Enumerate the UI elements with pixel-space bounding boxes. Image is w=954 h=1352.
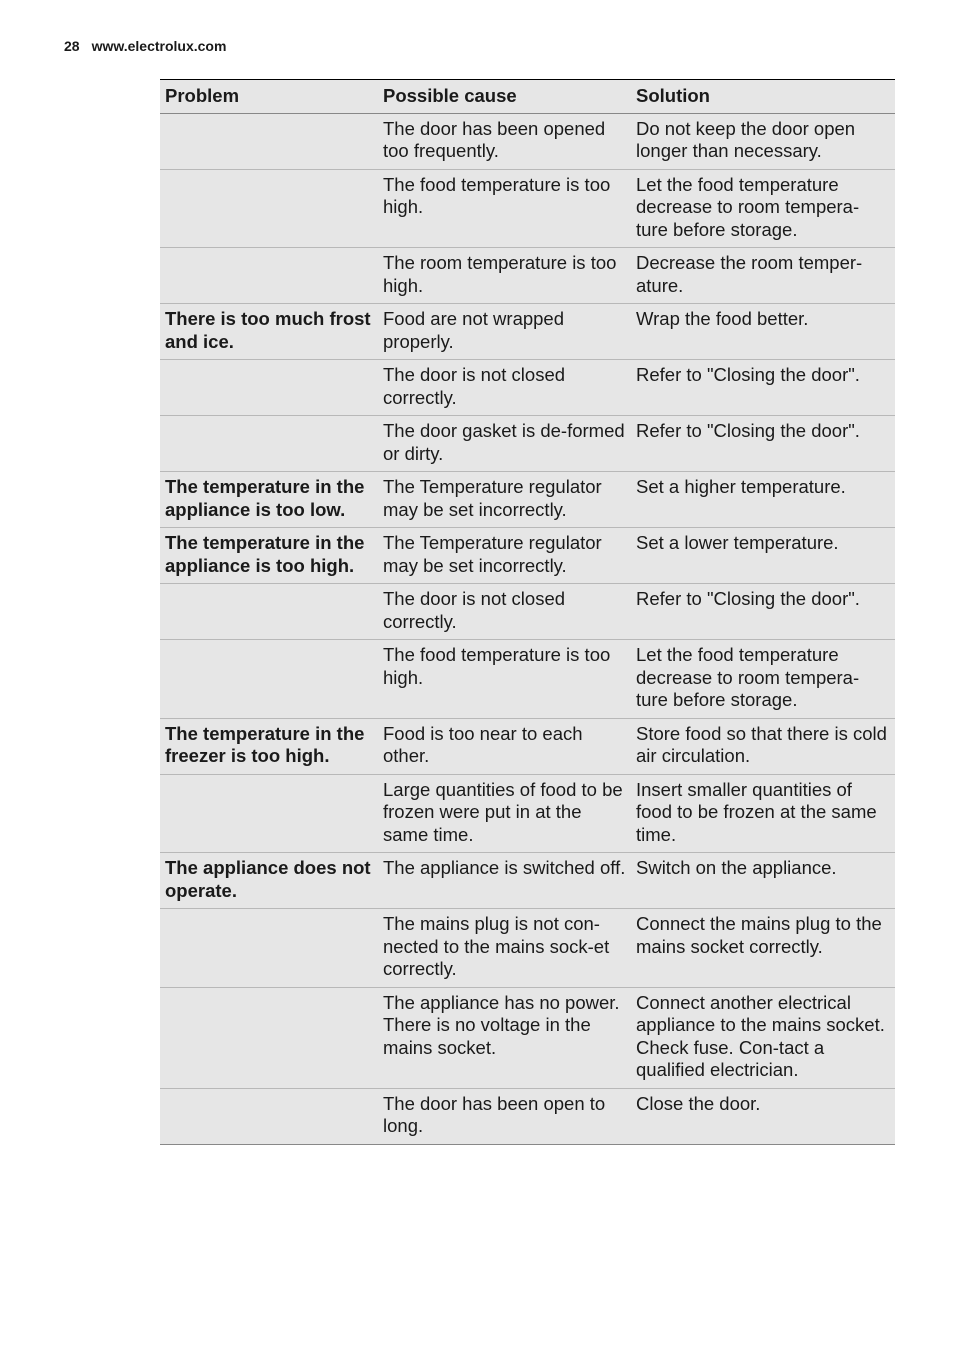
cause-cell: The door has been open to long. (378, 1088, 631, 1144)
problem-cell (160, 987, 378, 1088)
column-header-solution: Solution (631, 80, 895, 114)
cause-cell: The room temperature is too high. (378, 248, 631, 304)
site-url: www.electrolux.com (91, 38, 227, 54)
cause-cell: Food is too near to each other. (378, 718, 631, 774)
table-row (160, 169, 895, 248)
solution-cell: Wrap the food better. (631, 304, 895, 360)
table-row (160, 113, 895, 169)
cause-cell: Food are not wrapped properly. (378, 304, 631, 360)
table-row (160, 640, 895, 719)
solution-cell: Let the food temperature decrease to room tempera-ture before storage. (631, 640, 895, 719)
table-row (160, 248, 895, 304)
problem-cell (160, 584, 378, 640)
column-header-problem: Problem (160, 80, 378, 114)
table-row (160, 304, 895, 360)
solution-cell: Do not keep the door open longer than necessary. (631, 113, 895, 169)
problem-cell: The appliance does not operate. (160, 853, 378, 909)
solution-cell: Close the door. (631, 1088, 895, 1144)
problem-cell (160, 248, 378, 304)
problem-cell (160, 169, 378, 248)
table-row (160, 853, 895, 909)
problem-cell: The temperature in the freezer is too high. (160, 718, 378, 774)
problem-cell: The temperature in the appliance is too low. (160, 472, 378, 528)
problem-cell (160, 640, 378, 719)
solution-cell: Let the food temperature decrease to room tempera-ture before storage. (631, 169, 895, 248)
table-header-row (160, 80, 895, 114)
cause-cell: The door is not closed correctly. (378, 360, 631, 416)
page-number: 28 (64, 38, 80, 54)
cause-cell: The food temperature is too high. (378, 640, 631, 719)
solution-cell: Refer to "Closing the door". (631, 584, 895, 640)
problem-cell (160, 909, 378, 988)
table-row (160, 472, 895, 528)
solution-cell: Connect the mains plug to the mains socket correctly. (631, 909, 895, 988)
problem-cell (160, 360, 378, 416)
table-body (160, 113, 895, 1144)
cause-cell: Large quantities of food to be frozen were put in at the same time. (378, 774, 631, 853)
problem-cell: The temperature in the appliance is too high. (160, 528, 378, 584)
problem-cell (160, 113, 378, 169)
cause-cell: The door gasket is de-formed or dirty. (378, 416, 631, 472)
table-row (160, 584, 895, 640)
solution-cell: Store food so that there is cold air circulation. (631, 718, 895, 774)
problem-cell (160, 1088, 378, 1144)
cause-cell: The Temperature regulator may be set incorrectly. (378, 528, 631, 584)
cause-cell: The appliance is switched off. (378, 853, 631, 909)
column-header-cause: Possible cause (378, 80, 631, 114)
cause-cell: The appliance has no power. There is no voltage in the mains socket. (378, 987, 631, 1088)
problem-cell (160, 416, 378, 472)
solution-cell: Connect another electrical appliance to the mains socket. Check fuse. Con-tact a qualified electrician. (631, 987, 895, 1088)
table-row (160, 528, 895, 584)
problem-cell (160, 774, 378, 853)
cause-cell: The door is not closed correctly. (378, 584, 631, 640)
table-row (160, 718, 895, 774)
table-row (160, 416, 895, 472)
solution-cell: Refer to "Closing the door". (631, 360, 895, 416)
table-row (160, 774, 895, 853)
cause-cell: The door has been opened too frequently. (378, 113, 631, 169)
table-row (160, 360, 895, 416)
page-header (64, 38, 226, 54)
problem-cell: There is too much frost and ice. (160, 304, 378, 360)
cause-cell: The mains plug is not con-nected to the mains sock-et correctly. (378, 909, 631, 988)
cause-cell: The Temperature regulator may be set incorrectly. (378, 472, 631, 528)
solution-cell: Set a lower temperature. (631, 528, 895, 584)
solution-cell: Set a higher temperature. (631, 472, 895, 528)
cause-cell: The food temperature is too high. (378, 169, 631, 248)
table-row (160, 909, 895, 988)
troubleshooting-table (160, 79, 895, 1145)
solution-cell: Switch on the appliance. (631, 853, 895, 909)
table-row (160, 987, 895, 1088)
solution-cell: Refer to "Closing the door". (631, 416, 895, 472)
solution-cell: Insert smaller quantities of food to be frozen at the same time. (631, 774, 895, 853)
table-row (160, 1088, 895, 1144)
solution-cell: Decrease the room temper-ature. (631, 248, 895, 304)
